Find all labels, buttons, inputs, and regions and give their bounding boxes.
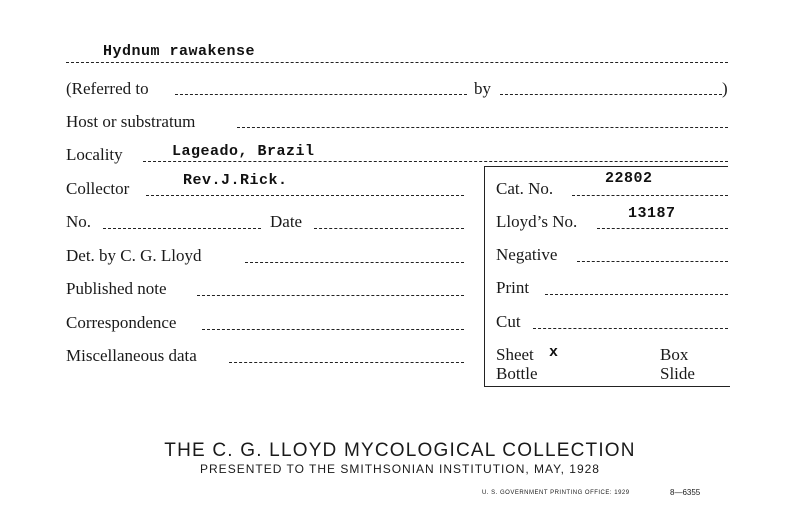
locality-label: Locality [66,145,123,164]
species-name: Hydnum rawakense [103,43,256,60]
cat-no-label: Cat. No. [496,179,554,198]
box-label: Box [660,345,689,364]
print-label: Print [496,278,530,297]
box-bottom-line [484,386,730,387]
sheet-label: Sheet [496,345,534,364]
collector-label: Collector [66,179,130,198]
negative-line [577,261,728,262]
misc-data-label: Miscellaneous data [66,346,197,365]
box-left-line [484,166,485,386]
negative-label: Negative [496,245,558,264]
print-line [545,294,728,295]
date-label: Date [270,212,303,231]
species-line [66,62,728,63]
box-top-line [484,166,728,167]
collector-value: Rev.J.Rick. [183,172,288,189]
lloyds-no-value: 13187 [628,205,676,222]
det-by-label: Det. by C. G. Lloyd [66,246,202,265]
misc-data-line [229,362,464,363]
collection-subtitle: PRESENTED TO THE SMITHSONIAN INSTITUTION, MAY, 1928 [200,462,600,476]
published-note-line [197,295,464,296]
collector-line [146,195,464,196]
cut-label: Cut [496,312,521,331]
det-by-line [245,262,464,263]
locality-value: Lageado, Brazil [172,143,315,160]
locality-line [143,161,728,162]
lloyds-no-label: Lloyd’s No. [496,212,578,231]
published-note-label: Published note [66,279,167,298]
correspondence-label: Correspondence [66,313,177,332]
printing-office-note: U. S. GOVERNMENT PRINTING OFFICE: 1929 [482,490,630,496]
collection-title: THE C. G. LLOYD MYCOLOGICAL COLLECTION [164,440,636,461]
referred-to-label: (Referred to [66,79,149,98]
by-label: by [474,79,491,98]
host-label: Host or substratum [66,112,196,131]
close-paren: ) [722,79,728,98]
cat-no-line [572,195,728,196]
referred-to-line [175,94,467,95]
date-line [314,228,464,229]
lloyds-no-line [597,228,728,229]
cut-line [533,328,728,329]
no-label: No. [66,212,92,231]
sheet-mark: x [549,344,559,361]
correspondence-line [202,329,464,330]
slide-label: Slide [660,364,695,383]
host-line [237,127,728,128]
bottle-label: Bottle [496,364,538,383]
form-code: 8—6355 [670,488,701,497]
cat-no-value: 22802 [605,170,653,187]
no-line [103,228,261,229]
by-line [500,94,722,95]
